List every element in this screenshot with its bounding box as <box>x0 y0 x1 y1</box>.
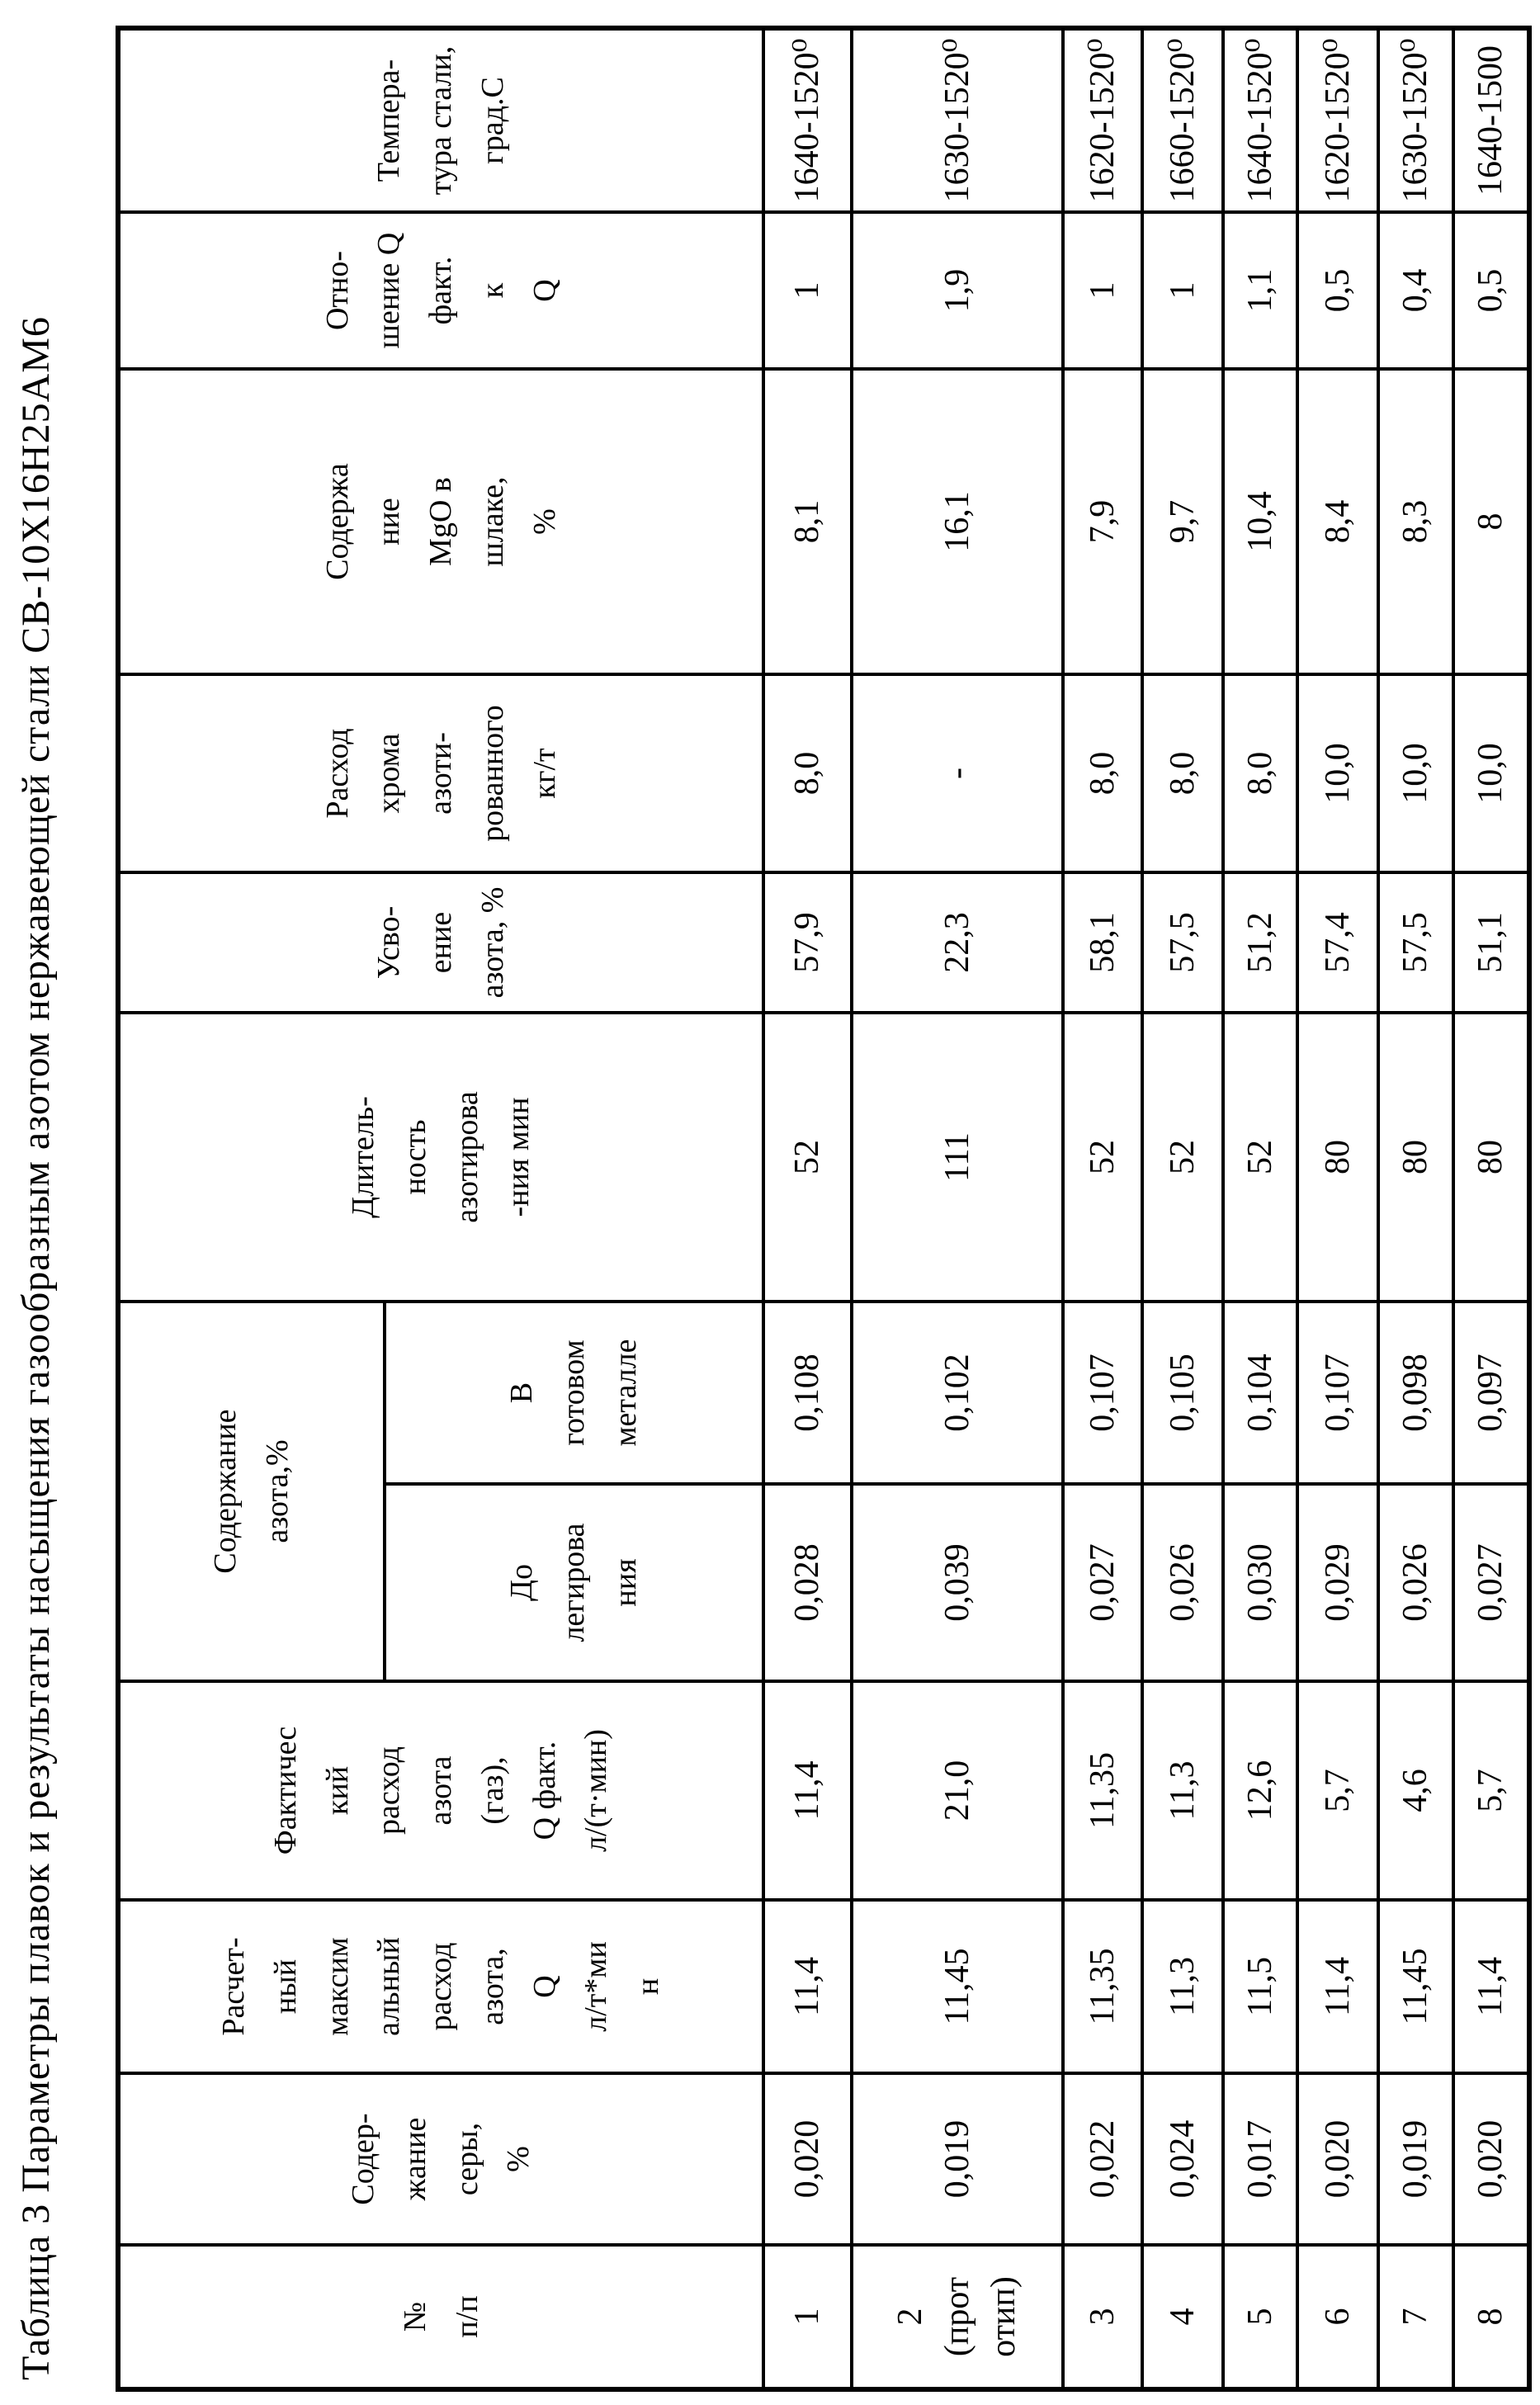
table-cell: 7 <box>1378 2245 1453 2389</box>
table-cell: 0,107 <box>1063 1302 1142 1484</box>
table-cell: 11,4 <box>1297 1900 1378 2073</box>
table-cell: 57,4 <box>1297 872 1378 1013</box>
table-cell: 4 <box>1142 2245 1223 2389</box>
column-header-chrome-rate: Расход хрома азоти- рованного кг/т <box>118 674 763 872</box>
column-header-absorption: Усво- ение азота, % <box>118 872 763 1013</box>
table-cell: 1 <box>1063 212 1142 369</box>
table-cell: 1 <box>763 2245 852 2389</box>
table-cell: 22,3 <box>852 872 1063 1013</box>
table-title: Таблица 3 Параметры плавок и результаты насыщения газообразным азотом нержавеющей стали СВ-10Х16Н25АМ6 <box>14 316 58 2380</box>
table-cell: 0,019 <box>1378 2073 1453 2245</box>
table-cell: 57,9 <box>763 872 852 1013</box>
table-cell: 8,0 <box>1142 674 1223 872</box>
table-cell: 57,5 <box>1378 872 1453 1013</box>
table-cell: 10,0 <box>1378 674 1453 872</box>
table-cell: 0,102 <box>852 1302 1063 1484</box>
table-cell: 52 <box>1142 1013 1223 1302</box>
table-cell: 10,0 <box>1297 674 1378 872</box>
table-cell: 80 <box>1453 1013 1529 1302</box>
table-cell: 52 <box>1223 1013 1297 1302</box>
table-cell: 0,020 <box>1453 2073 1529 2245</box>
table-row <box>1378 28 1453 2389</box>
column-header-calc-flow: Расчет- ный максим альный расход азота, Q л/т*ми н <box>118 1900 763 2073</box>
melt-parameters-table <box>116 26 1532 2392</box>
table-cell: 11,45 <box>1378 1900 1453 2073</box>
table-cell: 11,4 <box>763 1681 852 1900</box>
column-header-sulfur: Содер- жание серы, % <box>118 2073 763 2245</box>
table-cell: 0,027 <box>1063 1484 1142 1681</box>
table-cell: 0,098 <box>1378 1302 1453 1484</box>
table-cell: 8,0 <box>1063 674 1142 872</box>
table-cell: 8,0 <box>1223 674 1297 872</box>
table-cell: 11,3 <box>1142 1681 1223 1900</box>
table-cell: 0,039 <box>852 1484 1063 1681</box>
table-cell: 80 <box>1378 1013 1453 1302</box>
table-row <box>1063 28 1142 2389</box>
table-cell: 0,028 <box>763 1484 852 1681</box>
table-cell: 0,108 <box>763 1302 852 1484</box>
table-row <box>1453 28 1529 2389</box>
table-cell: 21,0 <box>852 1681 1063 1900</box>
table-row <box>1297 28 1378 2389</box>
table-cell: 1 <box>1142 212 1223 369</box>
table-cell: 0,029 <box>1297 1484 1378 1681</box>
column-header-temperature: Темпера- тура стали, град.С <box>118 28 763 212</box>
table-cell: 58,1 <box>1063 872 1142 1013</box>
table-cell: 1640-1500 <box>1453 28 1529 212</box>
table-cell: 8,1 <box>763 369 852 674</box>
table-row <box>1223 28 1297 2389</box>
table-cell: 52 <box>1063 1013 1142 1302</box>
table-cell: 16,1 <box>852 369 1063 674</box>
table-cell: 7,9 <box>1063 369 1142 674</box>
table-cell: 11,35 <box>1063 1900 1142 2073</box>
table-cell: 1620-1520⁰ <box>1297 28 1378 212</box>
table-cell: 11,3 <box>1142 1900 1223 2073</box>
table-cell: 0,5 <box>1453 212 1529 369</box>
table-cell: 0,5 <box>1297 212 1378 369</box>
table-cell: 1630-1520⁰ <box>1378 28 1453 212</box>
table-cell: 5,7 <box>1453 1681 1529 1900</box>
table-cell: 11,45 <box>852 1900 1063 2073</box>
table-cell: 0,030 <box>1223 1484 1297 1681</box>
table-cell: 11,5 <box>1223 1900 1297 2073</box>
column-header-mgo: Содержа ние MgO в шлаке, % <box>118 369 763 674</box>
table-cell: 51,2 <box>1223 872 1297 1013</box>
table-cell: 8 <box>1453 2245 1529 2389</box>
column-header-finished-metal: В готовом металле <box>385 1302 763 1484</box>
table-cell: 10,0 <box>1453 674 1529 872</box>
table-cell: 11,4 <box>763 1900 852 2073</box>
table-cell: 8 <box>1453 369 1529 674</box>
table-cell: 0,026 <box>1378 1484 1453 1681</box>
table-cell: 11,35 <box>1063 1681 1142 1900</box>
table-cell: 2 (прот отип) <box>852 2245 1063 2389</box>
column-header-nitrogen-group: Содержание азота,% <box>118 1302 385 1681</box>
table-cell: 5,7 <box>1297 1681 1378 1900</box>
table-cell: 0,019 <box>852 2073 1063 2245</box>
table-cell: 3 <box>1063 2245 1142 2389</box>
column-header-num: № п/п <box>118 2245 763 2389</box>
table-row <box>1142 28 1223 2389</box>
table-cell: 51,1 <box>1453 872 1529 1013</box>
column-header-ratio: Отно- шение Q факт. к Q <box>118 212 763 369</box>
table-cell: 0,017 <box>1223 2073 1297 2245</box>
table-cell: 0,105 <box>1142 1302 1223 1484</box>
table-cell: 0,107 <box>1297 1302 1378 1484</box>
table-cell: 12,6 <box>1223 1681 1297 1900</box>
table-cell: 1,1 <box>1223 212 1297 369</box>
table-cell: 9,7 <box>1142 369 1223 674</box>
table-cell: 1630-1520⁰ <box>852 28 1063 212</box>
table-cell: 1640-1520⁰ <box>763 28 852 212</box>
table-cell: 0,097 <box>1453 1302 1529 1484</box>
column-header-fact-flow: Фактичес кий расход азота (газ), Q факт. л/(т·мин) <box>118 1681 763 1900</box>
table-cell: 6 <box>1297 2245 1378 2389</box>
table-cell: 0,022 <box>1063 2073 1142 2245</box>
table-cell: 52 <box>763 1013 852 1302</box>
table-cell: 1620-1520⁰ <box>1063 28 1142 212</box>
table-cell: 0,024 <box>1142 2073 1223 2245</box>
table-cell: 4,6 <box>1378 1681 1453 1900</box>
table-cell: 0,104 <box>1223 1302 1297 1484</box>
table-cell: 80 <box>1297 1013 1378 1302</box>
table-cell: 111 <box>852 1013 1063 1302</box>
column-header-before-alloying: До легирова ния <box>385 1484 763 1681</box>
table-cell: 1 <box>763 212 852 369</box>
column-header-duration: Длитель- ность азотирова -ния мин <box>118 1013 763 1302</box>
table-cell: 57,5 <box>1142 872 1223 1013</box>
table-cell: 5 <box>1223 2245 1297 2389</box>
table-cell: 11,4 <box>1453 1900 1529 2073</box>
header-row-1 <box>118 28 385 2389</box>
table-cell: 0,020 <box>1297 2073 1378 2245</box>
table-cell: 1,9 <box>852 212 1063 369</box>
table-cell: 0,026 <box>1142 1484 1223 1681</box>
table-cell: 8,4 <box>1297 369 1378 674</box>
table-cell: 8,0 <box>763 674 852 872</box>
table-cell: 1640-1520⁰ <box>1223 28 1297 212</box>
table-cell: 0,4 <box>1378 212 1453 369</box>
table-cell: 0,027 <box>1453 1484 1529 1681</box>
table-cell: 10,4 <box>1223 369 1297 674</box>
table-cell: 8,3 <box>1378 369 1453 674</box>
table-cell: 0,020 <box>763 2073 852 2245</box>
table-cell: - <box>852 674 1063 872</box>
table-cell: 1660-1520⁰ <box>1142 28 1223 212</box>
table-row <box>763 28 852 2389</box>
table-row <box>852 28 1063 2389</box>
